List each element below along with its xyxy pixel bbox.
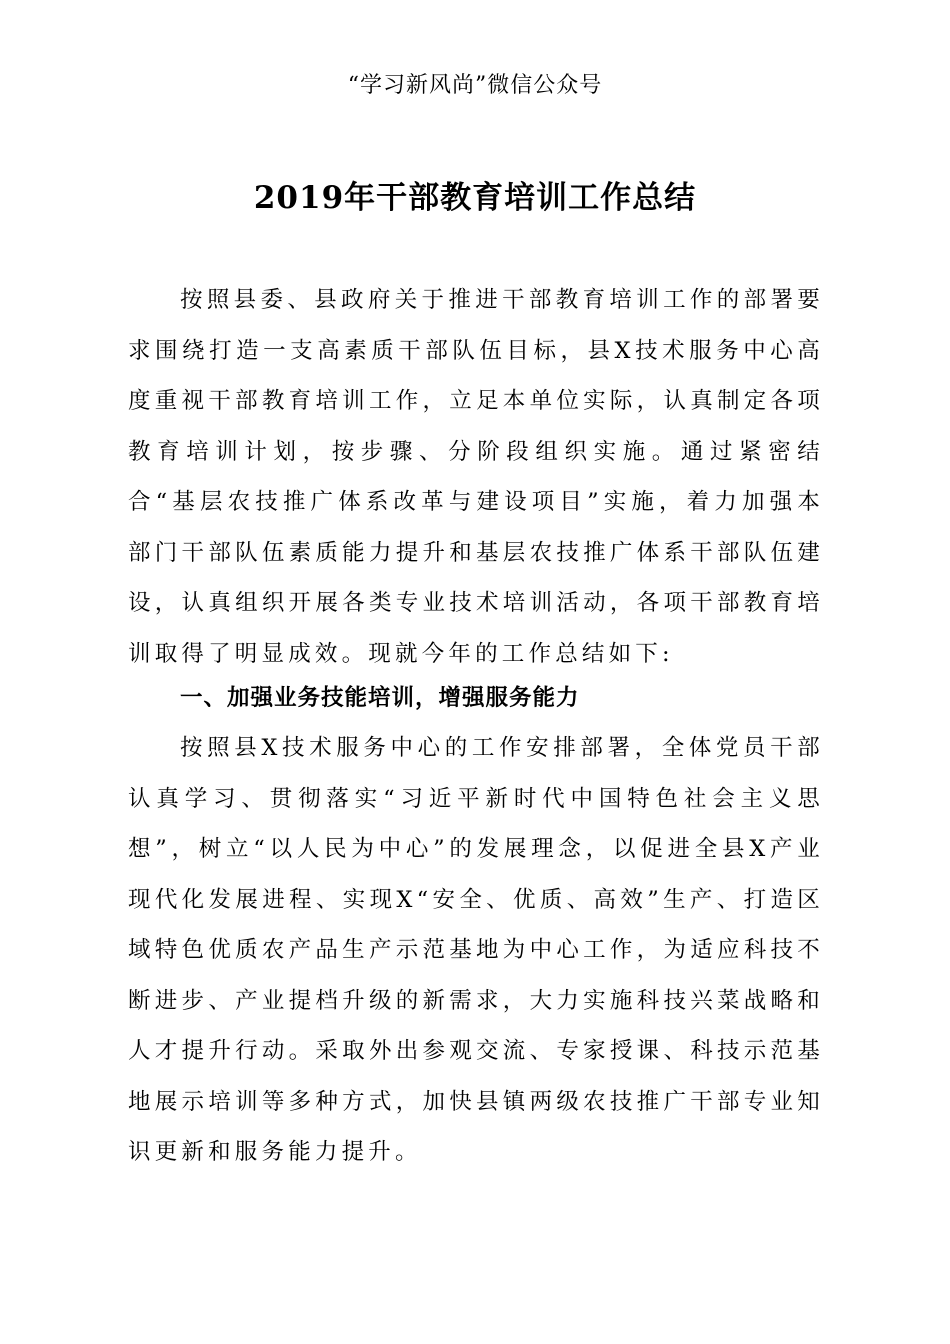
document-header: “学习新风尚”微信公众号 — [347, 73, 603, 98]
intro-paragraph: 按照县委、县政府关于推进干部教育培训工作的部署要求围绕打造一支高素质干部队伍目标，县X技术服务中心高度重视干部教育培训工作，立足本单位实际，认真制定各项教育培训计划，按步骤、分阶段组织实施。通过紧密结合“基层农技推广体系改革与建设项目”实施，着力加强本部门干部队伍素质能力提升和基层农技推广体系干部队伍建设，认真组织开展各类专业技术培训活动，各项干部教育培训取得了明显成效。现就今年的工作总结如下: — [128, 287, 824, 667]
document-title: 2019年干部教育培训工作总结 — [253, 180, 697, 216]
section-one-heading: 一、加强业务技能培训，增强服务能力 — [180, 685, 580, 711]
section-one-paragraph: 按照县X技术服务中心的工作安排部署，全体党员干部认真学习、贯彻落实“习近平新时代中国特色社会主义思想”，树立“以人民为中心”的发展理念，以促进全县X产业现代化发展进程、实现X“安全、优质、高效”生产、打造区域特色优质农产品生产示范基地为中心工作，为适应科技不断进步、产业提档升级的新需求，大力实施科技兴菜战略和人才提升行动。采取外出参观交流、专家授课、科技示范基地展示培训等多种方式，加快县镇两级农技推广干部专业知识更新和服务能力提升。 — [128, 735, 824, 1165]
